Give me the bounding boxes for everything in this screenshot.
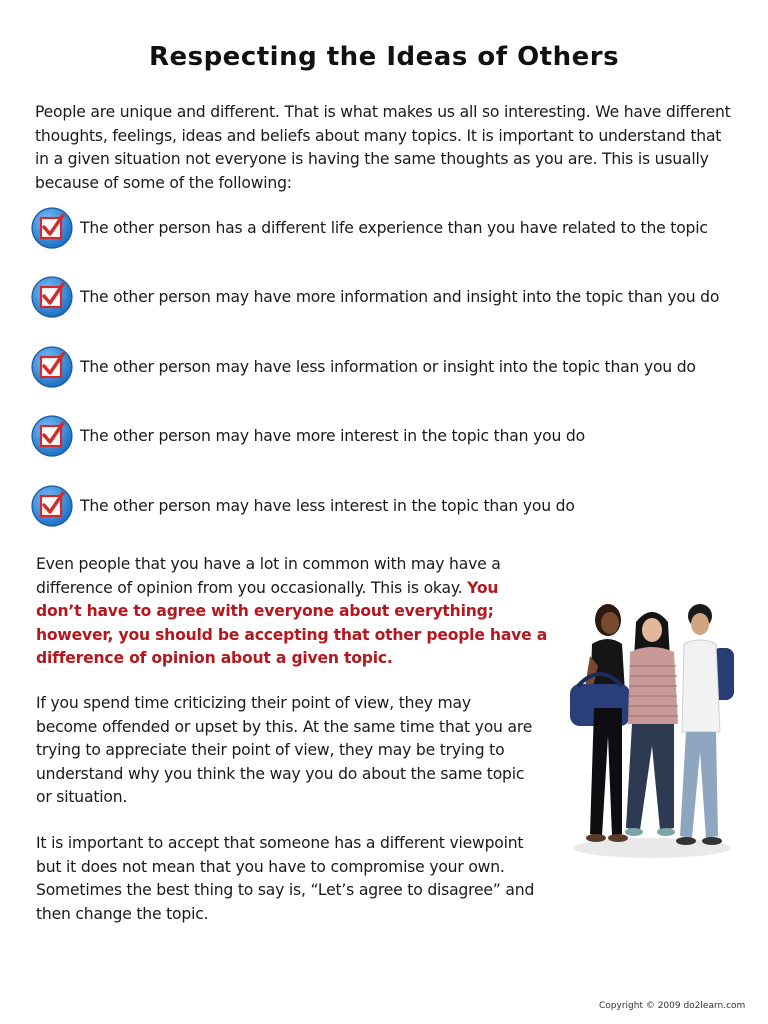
emphasis-line: however, you should be accepting that other people have a <box>36 625 548 644</box>
opinion-paragraph <box>36 553 556 671</box>
checklist-item <box>30 483 575 529</box>
criticizing-paragraph <box>36 692 556 810</box>
paragraph-line: It is important to accept that someone has a different viewpoint <box>36 834 524 852</box>
checklist-item <box>30 344 696 390</box>
checklist-item <box>30 274 719 320</box>
checklist-item <box>30 205 708 251</box>
copyright-notice: Copyright © 2009 do2learn.com <box>599 1001 746 1011</box>
emphasis-line: difference of opinion about a given topic. <box>36 649 393 668</box>
checklist-item-text: The other person may have more interest in the topic than you do <box>80 427 585 445</box>
checkbox-checked-icon <box>30 484 74 528</box>
paragraph-line: then change the topic. <box>36 904 209 923</box>
paragraph-line: Sometimes the best thing to say is, “Let’s agree to disagree” and <box>36 881 535 900</box>
intro-paragraph <box>35 101 745 195</box>
paragraph-line <box>36 577 556 601</box>
checklist-item-text: The other person has a different life experience than you have related to the topic <box>80 219 708 237</box>
checkbox-checked-icon <box>30 275 74 319</box>
intro-line: thoughts, feelings, ideas and beliefs about many topics. It is important to understand that <box>35 126 722 145</box>
page-title: Respecting the Ideas of Others <box>148 42 620 72</box>
paragraph-line: Even people that you have a lot in common with may have a <box>36 555 501 573</box>
paragraph-line: or situation. <box>36 788 128 807</box>
paragraph-line: become offended or upset by this. At the same time that you are <box>36 717 533 736</box>
emphasis-line: don’t have to agree with everyone about everything; <box>36 602 494 621</box>
intro-line: because of some of the following: <box>35 173 292 192</box>
checklist-item-text: The other person may have less information or insight into the topic than you do <box>80 358 696 376</box>
paragraph-text: difference of opinion from you occasionally. This is okay. <box>36 578 468 597</box>
paragraph-line: If you spend time criticizing their point of view, they may <box>36 694 471 712</box>
checklist-item-text: The other person may have less interest in the topic than you do <box>80 497 575 515</box>
paragraph-line: but it does not mean that you have to compromise your own. <box>36 857 505 876</box>
checkbox-checked-icon <box>30 206 74 250</box>
viewpoint-paragraph <box>36 832 556 926</box>
intro-line: in a given situation not everyone is having the same thoughts as you are. This is usually <box>35 150 709 168</box>
checkbox-checked-icon <box>30 345 74 389</box>
checklist-item-text: The other person may have more information and insight into the topic than you do <box>80 288 720 306</box>
intro-line: People are unique and different. That is what makes us all so interesting. We have different <box>35 103 731 121</box>
checklist-item <box>30 413 585 459</box>
emphasis-text: You <box>467 578 499 597</box>
paragraph-line: understand why you think the way you do about the same topic <box>36 764 525 783</box>
paragraph-line: trying to appreciate their point of view, they may be trying to <box>36 741 505 760</box>
students-photo <box>560 596 740 866</box>
checkbox-checked-icon <box>30 414 74 458</box>
